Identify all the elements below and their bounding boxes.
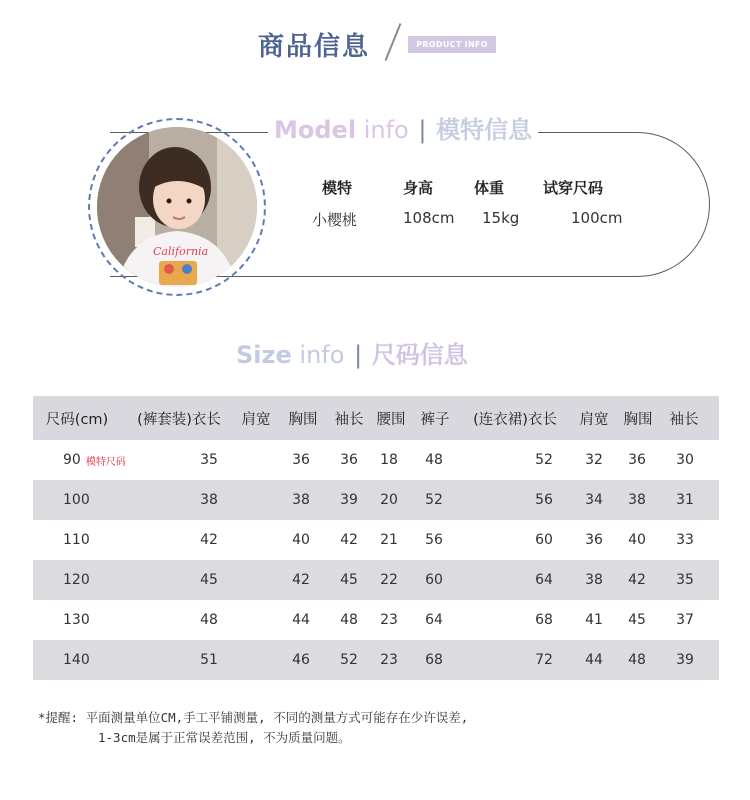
model-photo <box>97 127 257 287</box>
title-divider <box>385 23 402 61</box>
size-cell: 44 <box>585 652 603 668</box>
size-cell: 35 <box>676 572 694 588</box>
size-cell: 45 <box>200 572 218 588</box>
size-cell: 51 <box>200 652 218 668</box>
model-col-name: 模特 <box>322 179 353 197</box>
size-row-140 <box>33 640 719 680</box>
size-cell: 23 <box>380 652 398 668</box>
col-header: 腰围 <box>376 411 406 428</box>
size-cell: 36 <box>585 532 603 548</box>
size-cell: 52 <box>340 652 358 668</box>
size-row-120 <box>33 560 719 600</box>
col-header: 肩宽 <box>241 411 271 428</box>
size-cell: 41 <box>585 612 603 628</box>
size-heading-en-bold: Size <box>236 341 292 369</box>
size-heading-cn: 尺码信息 <box>371 341 468 369</box>
model-photo-illustration <box>97 127 257 287</box>
size-cell: 40 <box>628 532 646 548</box>
section-header <box>0 22 750 66</box>
size-cell: 42 <box>628 572 646 588</box>
size-value: 90 <box>63 452 81 468</box>
model-info-heading <box>268 114 538 146</box>
size-row-90 <box>33 440 719 480</box>
col-header: 袖长 <box>669 411 699 428</box>
size-cell: 140 <box>63 652 90 668</box>
size-cell: 38 <box>200 492 218 508</box>
size-cell: 22 <box>380 572 398 588</box>
size-cell: 45 <box>340 572 358 588</box>
size-cell: 21 <box>380 532 398 548</box>
model-val-name: 小樱桃 <box>312 211 358 229</box>
size-heading-en-light: info <box>299 341 345 369</box>
col-header: (连衣裙)衣长 <box>473 411 557 428</box>
size-cell: 120 <box>63 572 90 588</box>
size-cell: 64 <box>425 612 443 628</box>
size-heading-separator: | <box>354 341 363 369</box>
size-cell: 38 <box>628 492 646 508</box>
size-cell: 48 <box>200 612 218 628</box>
size-cell: 56 <box>535 492 553 508</box>
model-val-weight: 15kg <box>482 209 520 227</box>
section-title: 商品信息 <box>258 32 371 62</box>
size-table <box>33 396 719 680</box>
size-info-heading <box>236 339 468 371</box>
size-cell: 48 <box>340 612 358 628</box>
size-cell: 48 <box>425 452 443 468</box>
size-cell: 36 <box>628 452 646 468</box>
size-cell: 34 <box>585 492 603 508</box>
size-cell: 68 <box>535 612 553 628</box>
size-cell: 32 <box>585 452 603 468</box>
size-cell: 60 <box>425 572 443 588</box>
model-heading-en-bold: Model <box>274 116 357 144</box>
size-cell: 39 <box>676 652 694 668</box>
size-cell: 42 <box>292 572 310 588</box>
note-line-1: *提醒: 平面测量单位CM,手工平铺测量, 不同的测量方式可能存在少许误差, <box>38 710 469 725</box>
size-cell: 37 <box>676 612 694 628</box>
size-cell: 42 <box>340 532 358 548</box>
size-cell: 23 <box>380 612 398 628</box>
size-cell: 46 <box>292 652 310 668</box>
size-cell: 100 <box>63 492 90 508</box>
size-cell: 38 <box>292 492 310 508</box>
col-header: 尺码(cm) <box>45 411 109 428</box>
col-header: (裤套装)衣长 <box>137 411 221 428</box>
size-cell: 45 <box>628 612 646 628</box>
measurement-note <box>38 708 468 748</box>
size-cell: 64 <box>535 572 553 588</box>
size-cell: 33 <box>676 532 694 548</box>
size-cell: 31 <box>676 492 694 508</box>
size-cell: 52 <box>425 492 443 508</box>
note-line-2: 1-3cm是属于正常误差范围, 不为质量问题。 <box>98 730 351 745</box>
size-cell: 39 <box>340 492 358 508</box>
model-heading-cn: 模特信息 <box>436 116 533 144</box>
size-row-110 <box>33 520 719 560</box>
model-col-weight: 体重 <box>474 179 505 197</box>
size-cell: 72 <box>535 652 553 668</box>
size-cell: 30 <box>676 452 694 468</box>
model-val-size: 100cm <box>571 209 623 227</box>
model-col-height: 身高 <box>403 179 434 197</box>
col-header: 胸围 <box>288 411 318 428</box>
size-cell: 60 <box>535 532 553 548</box>
size-cell: 42 <box>200 532 218 548</box>
size-cell: 56 <box>425 532 443 548</box>
size-cell: 36 <box>292 452 310 468</box>
size-cell: 68 <box>425 652 443 668</box>
col-header: 裤子 <box>420 411 450 428</box>
size-cell: 48 <box>628 652 646 668</box>
size-cell: 44 <box>292 612 310 628</box>
size-cell: 40 <box>292 532 310 548</box>
size-cell: 130 <box>63 612 90 628</box>
col-header: 胸围 <box>623 411 653 428</box>
col-header: 肩宽 <box>579 411 609 428</box>
size-cell: 52 <box>535 452 553 468</box>
size-cell: 35 <box>200 452 218 468</box>
size-row-100 <box>33 480 719 520</box>
size-table-header <box>33 396 719 440</box>
size-row-130 <box>33 600 719 640</box>
size-cell: 36 <box>340 452 358 468</box>
size-cell: 18 <box>380 452 398 468</box>
model-heading-en-light: info <box>363 116 409 144</box>
size-cell: 38 <box>585 572 603 588</box>
size-cell <box>63 440 126 480</box>
shirt-print-text: California <box>153 245 209 258</box>
col-header: 袖长 <box>334 411 364 428</box>
model-heading-separator: | <box>418 116 427 144</box>
size-cell: 110 <box>63 532 90 548</box>
model-col-size: 试穿尺码 <box>543 179 604 197</box>
size-cell: 20 <box>380 492 398 508</box>
model-size-tag: 模特尺码 <box>85 456 126 468</box>
product-info-badge: PRODUCT INFO <box>408 36 496 53</box>
model-val-height: 108cm <box>403 209 455 227</box>
